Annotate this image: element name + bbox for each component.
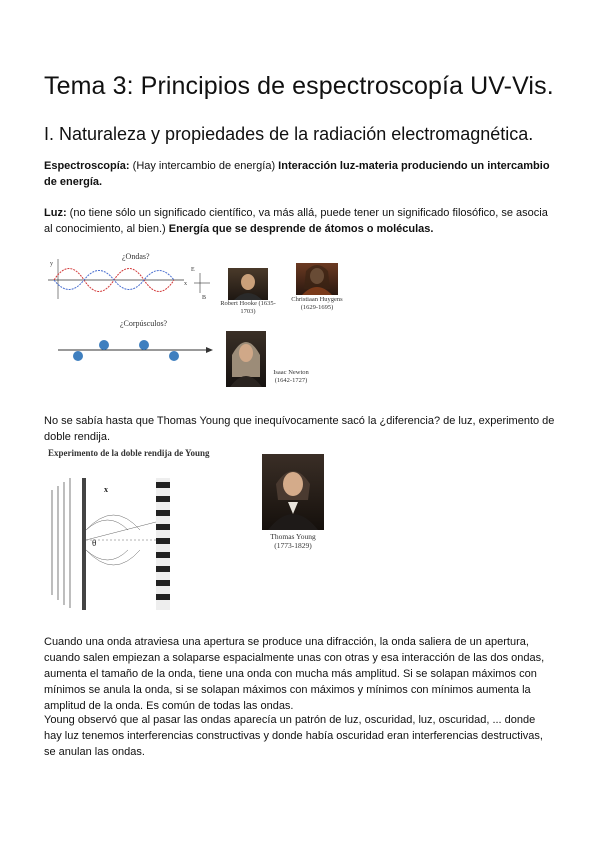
corpuscles-figure xyxy=(56,336,216,364)
em-wave-figure xyxy=(44,255,214,305)
paragraph-difraccion: Cuando una onda atraviesa una apertura se produce una difracción, la onda saliera de un apertura, cuando salen empiezan a solaparse espacialmente unas con otras y esa interacción de las dos ondas, aumenta el tamaño de la onda, tiene una onda con mucha más amplitud. Si se solapan máximos con mínimos se anula la onda, si se solapan máximos con máximos y mínimos con mínimos aumenta la amplitud de la onda. Es común de todas las ondas. xyxy=(44,636,545,712)
axis-x-label: x xyxy=(184,281,187,287)
term-luz: Luz: xyxy=(44,207,67,219)
page-title: Tema 3: Principios de espectroscopía UV-Vis. xyxy=(44,72,554,100)
paragraph-espectroscopia xyxy=(44,158,556,190)
particle xyxy=(99,340,109,350)
term-espectroscopia: Espectroscopía: xyxy=(44,160,130,172)
paragraph-luz xyxy=(44,205,556,237)
slit-axis-x-label: x xyxy=(104,485,108,494)
waves-label: ¿Ondas? xyxy=(122,252,150,261)
axis-e-label: E xyxy=(191,267,195,273)
newton-portrait xyxy=(226,331,266,387)
theta-label: θ xyxy=(92,538,97,548)
double-slit-figure xyxy=(48,470,178,612)
particle xyxy=(73,351,83,361)
definition-bold: Interacción luz-materia produciendo un intercambio de energía. xyxy=(44,160,550,188)
definition-bold: Energía que se desprende de átomos o moléculas. xyxy=(168,223,434,235)
paragraph-young: No se sabía hasta que Thomas Young que inequívocamente sacó la ¿diferencia? de luz, experimento de doble rendija. xyxy=(44,415,555,443)
young-portrait xyxy=(262,454,324,530)
particle xyxy=(169,351,179,361)
paragraph-text: (no tiene sólo un significado científico, va más allá, puede tener un significado filosófico, se asocia al conocimiento, al bien.) xyxy=(44,207,548,235)
huygens-caption: Christiaan Huygens (1629-1695) xyxy=(291,296,343,311)
young-caption: Thomas Young (1773-1829) xyxy=(270,532,316,550)
axis-b-label: B xyxy=(202,295,207,301)
young-experiment-title: Experimento de la doble rendija de Young xyxy=(48,448,210,458)
section-heading: I. Naturaleza y propiedades de la radiación electromagnética. xyxy=(44,124,534,144)
paragraph-patron: Young observó que al pasar las ondas aparecía un patrón de luz, oscuridad, luz, oscuridad, ... donde hay luz tenemos interferencias constructivas y donde había oscuridad eran interferencias destructivas, se anulan las ondas. xyxy=(44,714,543,758)
hooke-portrait xyxy=(228,268,268,300)
particle xyxy=(139,340,149,350)
huygens-portrait xyxy=(296,263,338,295)
corpuscles-label: ¿Corpúsculos? xyxy=(120,319,168,328)
axis-y-label: y xyxy=(50,261,53,267)
hooke-caption: Robert Hooke (1635-1703) xyxy=(220,300,276,315)
newton-caption: Isaac Newton (1642-1727) xyxy=(273,369,309,384)
paragraph-text: (Hay intercambio de energía) xyxy=(129,160,279,172)
